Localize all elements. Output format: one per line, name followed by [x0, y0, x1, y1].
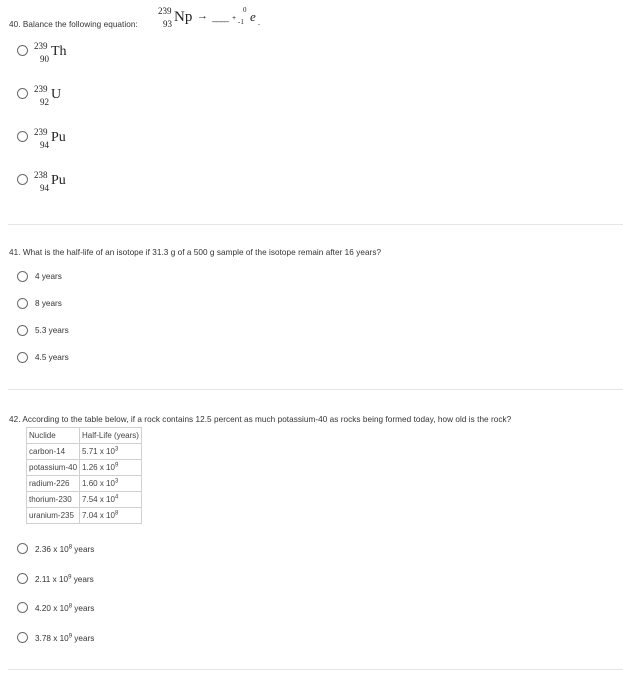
question-40-prompt: 40. Balance the following equation:	[9, 20, 138, 29]
question-divider	[8, 669, 623, 670]
option-unit: years	[72, 604, 95, 613]
q40-option-3-radio[interactable]	[17, 131, 28, 142]
q40-option-1-radio[interactable]	[17, 45, 28, 56]
q42-option-4-radio[interactable]	[17, 632, 28, 643]
option-exponent: 9	[68, 633, 73, 640]
option-mass: 239	[34, 127, 48, 137]
nuclide-cell: uranium-235	[27, 508, 80, 524]
half-life-base: 1.60 x 10	[82, 479, 115, 488]
q40-option-3-label[interactable]	[34, 127, 84, 155]
q41-option-3-radio[interactable]	[17, 325, 28, 336]
table-row	[27, 476, 142, 492]
option-exponent: 8	[68, 544, 73, 551]
nuclide-cell: thorium-230	[27, 492, 80, 508]
nuclide-cell: carbon-14	[27, 444, 80, 460]
half-life-cell	[80, 508, 142, 524]
option-atomic-number: 94	[40, 140, 49, 150]
half-life-cell	[80, 476, 142, 492]
half-life-exponent: 4	[114, 494, 119, 501]
q42-option-1-label[interactable]	[35, 545, 94, 554]
nuclide-cell: radium-226	[27, 476, 80, 492]
table-header-row	[27, 428, 142, 444]
question-divider	[8, 389, 623, 390]
reactant-mass: 239	[158, 6, 172, 16]
half-life-exponent: 9	[114, 462, 119, 469]
question-42-prompt: 42. According to the table below, if a rock contains 12.5 percent as much potassium-40 as rocks being formed today, how old is the rock?	[9, 415, 512, 424]
option-mass: 238	[34, 170, 48, 180]
q40-option-4-radio[interactable]	[17, 174, 28, 185]
option-atomic-number: 92	[40, 97, 49, 107]
column-header-nuclide: Nuclide	[27, 428, 80, 444]
product-charge: -1	[238, 18, 244, 26]
q40-option-2-label[interactable]	[34, 84, 84, 112]
nuclide-cell: potassium-40	[27, 460, 80, 476]
table-row	[27, 460, 142, 476]
option-atomic-number: 94	[40, 183, 49, 193]
table-row	[27, 444, 142, 460]
plus-sign: +	[232, 15, 237, 22]
reaction-arrow-icon: →	[197, 10, 208, 22]
equation-period: .	[258, 18, 260, 27]
option-atomic-number: 90	[40, 54, 49, 64]
option-symbol: Pu	[51, 173, 66, 188]
column-header-half-life: Half-Life (years)	[80, 428, 142, 444]
q42-option-3-radio[interactable]	[17, 602, 28, 613]
option-symbol: U	[51, 87, 62, 102]
option-unit: years	[72, 545, 95, 554]
half-life-exponent: 8	[114, 510, 119, 517]
option-mass: 239	[34, 41, 48, 51]
q41-option-2-radio[interactable]	[17, 298, 28, 309]
q41-option-1-label[interactable]: 4 years	[35, 272, 62, 281]
half-life-cell	[80, 492, 142, 508]
q40-option-1-label[interactable]	[34, 41, 84, 69]
q41-option-4-radio[interactable]	[17, 352, 28, 363]
option-base: 3.78 x 10	[35, 634, 69, 643]
question-41-prompt: 41. What is the half-life of an isotope if 31.3 g of a 500 g sample of the isotope remain after 16 years?	[9, 248, 382, 257]
q42-option-4-label[interactable]	[35, 634, 94, 643]
table-row	[27, 508, 142, 524]
half-life-exponent: 3	[114, 478, 119, 485]
option-base: 2.36 x 10	[35, 545, 69, 554]
option-unit: years	[72, 634, 95, 643]
table-row	[27, 492, 142, 508]
q41-option-4-label[interactable]: 4.5 years	[35, 353, 69, 362]
q41-option-1-radio[interactable]	[17, 271, 28, 282]
half-life-cell	[80, 460, 142, 476]
reactant-atomic-number: 93	[163, 19, 172, 29]
option-exponent: 9	[68, 574, 72, 581]
option-mass: 239	[34, 84, 48, 94]
half-life-table	[26, 427, 142, 524]
q41-option-3-label[interactable]: 5.3 years	[35, 326, 69, 335]
half-life-base: 1.26 x 10	[82, 463, 115, 472]
option-unit: years	[71, 575, 94, 584]
option-base: 4.20 x 10	[35, 604, 69, 613]
q40-option-4-label[interactable]	[34, 170, 84, 198]
half-life-cell	[80, 444, 142, 460]
option-exponent: 8	[68, 603, 73, 610]
q42-option-3-label[interactable]	[35, 604, 94, 613]
q42-option-1-radio[interactable]	[17, 543, 28, 554]
q42-option-2-radio[interactable]	[17, 573, 28, 584]
question-divider	[8, 224, 623, 225]
product-blank: ____	[212, 12, 229, 22]
option-symbol: Pu	[51, 130, 66, 145]
product-symbol: e	[250, 9, 256, 24]
half-life-base: 7.54 x 10	[82, 495, 115, 504]
q41-option-2-label[interactable]: 8 years	[35, 299, 62, 308]
option-base: 2.11 x 10	[35, 575, 69, 584]
half-life-base: 5.71 x 10	[82, 447, 115, 456]
reactant-symbol: Np	[174, 9, 193, 25]
product-mass: 0	[243, 6, 247, 14]
option-symbol: Th	[51, 44, 67, 59]
product-nuclide	[236, 6, 266, 32]
q40-option-2-radio[interactable]	[17, 88, 28, 99]
q42-option-2-label[interactable]	[35, 575, 94, 584]
half-life-base: 7.04 x 10	[82, 511, 115, 520]
reactant-nuclide	[158, 6, 218, 32]
half-life-exponent: 3	[114, 446, 119, 453]
